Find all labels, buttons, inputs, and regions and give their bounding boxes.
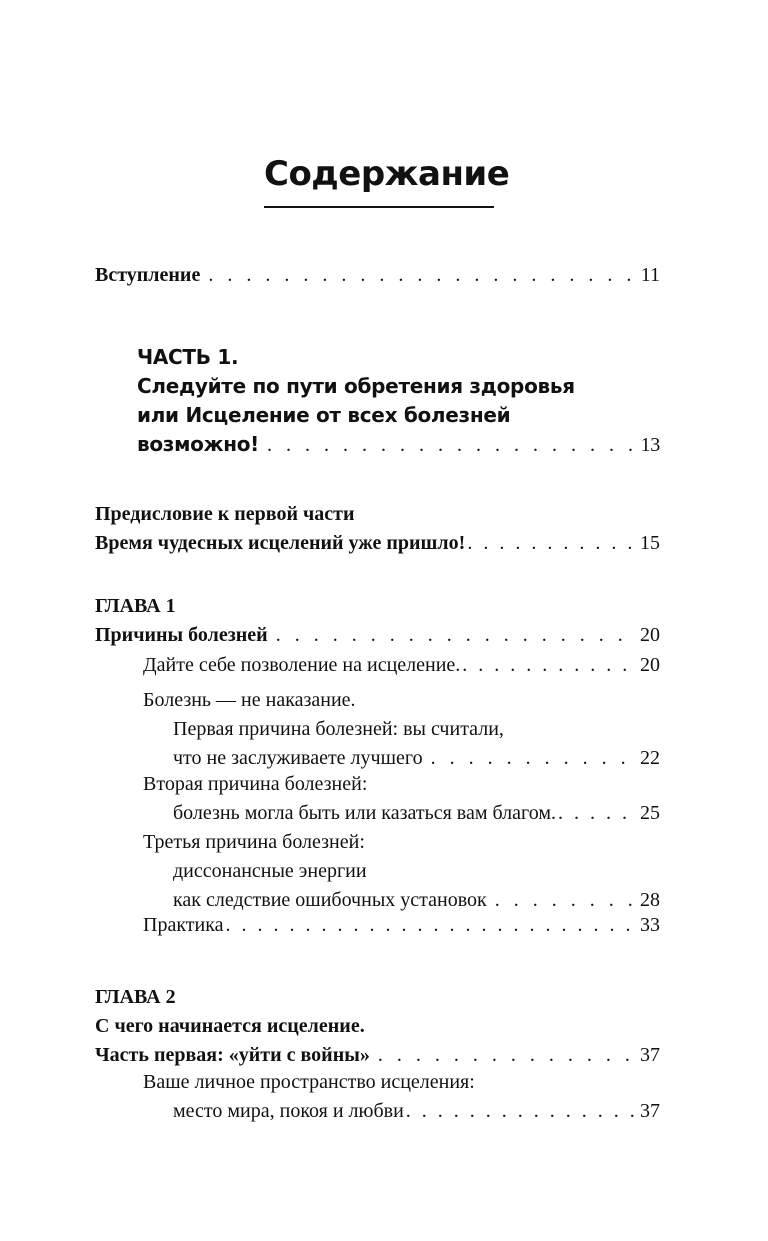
toc-entry-preface[interactable] — [95, 500, 660, 558]
toc-subentry[interactable] — [143, 1068, 660, 1126]
toc-entry-label: Вступление — [95, 264, 201, 286]
dot-leader — [431, 744, 632, 773]
subentry-label: Дайте себе позволение на исцеление. — [143, 654, 461, 676]
chapter-title: Часть первая: «уйти с войны» — [95, 1044, 370, 1066]
subentry-label: Третья причина болезней: — [143, 831, 365, 853]
toc-page-number: 20 — [640, 624, 660, 646]
toc-page-number: 22 — [640, 747, 660, 769]
dot-leader — [276, 621, 632, 650]
part-title-line: Следуйте по пути обретения здоровья — [137, 374, 575, 398]
dot-leader — [226, 911, 636, 940]
title-underline — [264, 206, 494, 208]
chapter-heading: ГЛАВА 2 — [95, 986, 176, 1008]
toc-page-number: 37 — [640, 1044, 660, 1066]
toc-subentry[interactable] — [143, 828, 660, 915]
toc-page-number: 11 — [640, 264, 660, 286]
toc-page-number: 37 — [640, 1100, 660, 1122]
subentry-label: болезнь могла быть или казаться вам благом. — [173, 802, 557, 824]
subentry-label: что не заслуживаете лучшего — [173, 747, 423, 769]
dot-leader — [378, 1041, 632, 1070]
toc-entry-label: Время чудесных исцелений уже пришло! — [95, 532, 466, 554]
dot-leader — [267, 431, 633, 460]
dot-leader — [467, 529, 636, 558]
toc-subentry[interactable] — [143, 686, 660, 773]
subentry-label: Практика — [143, 914, 224, 936]
toc-page-number: 15 — [640, 532, 660, 554]
chapter-title: Причины болезней — [95, 624, 268, 646]
toc-part-1[interactable] — [137, 343, 660, 459]
toc-subentry[interactable] — [143, 911, 660, 940]
toc-page-number: 28 — [640, 889, 660, 911]
subentry-label: Первая причина болезней: вы считали, — [173, 718, 504, 740]
part-title-line: или Исцеление от всех болезней — [137, 403, 511, 427]
toc-page-number: 25 — [640, 802, 660, 824]
page-title: Содержание — [264, 154, 510, 194]
toc-page-number: 13 — [640, 434, 660, 456]
dot-leader — [558, 799, 636, 828]
part-heading: ЧАСТЬ 1. — [137, 345, 239, 369]
dot-leader — [208, 261, 632, 290]
toc-entry-intro[interactable] — [95, 261, 660, 290]
chapter-heading: ГЛАВА 1 — [95, 595, 176, 617]
subentry-label: как следствие ошибочных установок — [173, 889, 487, 911]
dot-leader — [406, 1097, 636, 1126]
subentry-label: Ваше личное пространство исцеления: — [143, 1071, 475, 1093]
toc-subentry[interactable] — [143, 770, 660, 828]
subentry-label: диссонансные энергии — [173, 860, 367, 882]
toc-page-number: 33 — [640, 914, 660, 936]
dot-leader — [462, 651, 636, 680]
toc-page-number: 20 — [640, 654, 660, 676]
subentry-label: Вторая причина болезней: — [143, 773, 368, 795]
toc-entry-label: Предисловие к первой части — [95, 503, 355, 525]
chapter-title: С чего начинается исцеление. — [95, 1015, 365, 1037]
subentry-label: место мира, покоя и любви — [173, 1100, 404, 1122]
toc-subentry[interactable] — [143, 651, 660, 680]
toc-chapter-1[interactable] — [95, 592, 660, 650]
toc-chapter-2[interactable] — [95, 983, 660, 1070]
part-title-line: возможно! — [137, 432, 259, 456]
subentry-label: Болезнь — не наказание. — [143, 689, 356, 711]
